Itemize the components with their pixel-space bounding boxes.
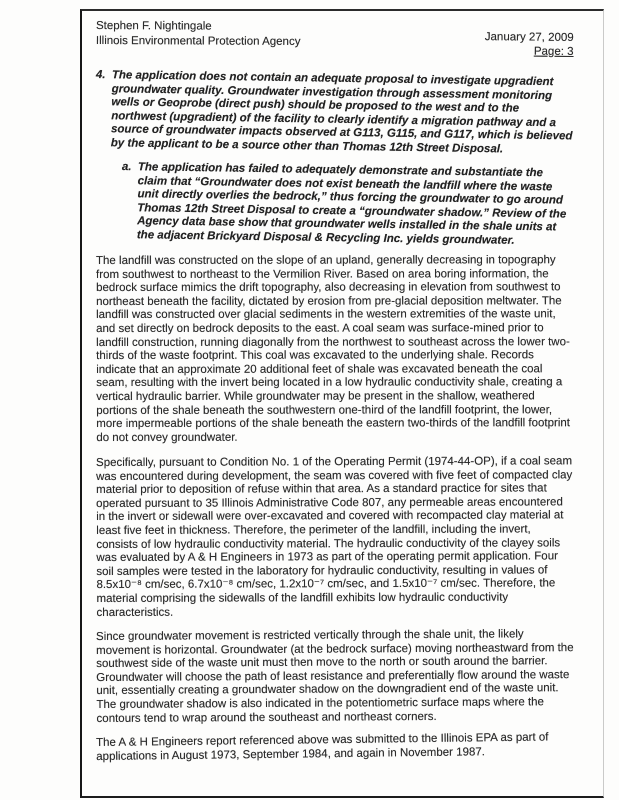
sub-item-a: [121, 161, 574, 249]
item-4-number: 4.: [95, 69, 106, 82]
agency-name: Illinois Environmental Protection Agency: [95, 34, 301, 48]
body-paragraph-3: Since groundwater movement is restricted vertically through the shale unit, the likely movement is horizontal. Groundwater (at the bedrock surface) moving northeastward from the southwest side of the waste unit must then move to the north or south around the barrier. Groundwater will choose the path of least resistance and preferentially flow around the waste unit, essentially creating a groundwater shadow on the downgradient end of the waste unit. The groundwater shadow is also indicated in the potentiometric surface maps where the contours tend to wrap around the southeast and northeast corners.: [96, 628, 574, 725]
header-left: [96, 20, 301, 50]
body-paragraph-1: The landfill was constructed on the slope of an upland, generally decreasing in topography from southwest to northeast to the Vermilion River. Based on area boring information, the bedrock surface mimics the drift topography, also decreasing in elevation from southwest to northeast beneath the facility, dictated by erosion from pre-glacial deposition meltwater. The landfill was constructed over glacial sediments in the western extremities of the waste unit, and set directly on bedrock deposits to the east. A coal seam was surface-mined prior to landfill construction, running diagonally from the northwest to southeast across the lower two-thirds of the waste footprint. This coal was excavated to the underlying shale. Records indicate that an approximate 20 additional feet of shale was excavated beneath the coal seam, resulting with the invert being located in a low hydraulic conductivity shale, creating a vertical hydraulic barrier. While groundwater may be present in the shallow, weathered portions of the shale beneath the southwestern one-third of the landfill footprint, the lower, more impermeable portions of the shale beneath the eastern two-thirds of the landfill footprint do not convey groundwater.: [96, 254, 570, 445]
body-paragraph-2: Specifically, pursuant to Condition No. 1 of the Operating Permit (1974-44-OP), if a coal seam was encountered during development, the seam was covered with five feet of compacted clay material prior to deposition of refuse within that area. As a standard practice for sites that operated pursuant to 35 Illinois Administrative Code 807, any permeable areas encountered in the invert or sidewall were over-excavated and covered with recompacted clay material at least five feet in thickness. Therefore, the perimeter of the landfill, including the invert, consists of low hydraulic conductivity material. The hydraulic conductivity of the clayey soils was evaluated by A & H Engineers in 1973 as part of the operating permit application. Four soil samples were tested in the laboratory for hydraulic conductivity, resulting in values of 8.5x10⁻⁸ cm/sec, 6.7x10⁻⁸ cm/sec, 1.2x10⁻⁷ cm/sec, and 1.5x10⁻⁷ cm/sec. Therefore, the material comprising the sidewalls of the landfill exhibits low hydraulic conductivity characteristics.: [96, 454, 573, 619]
letter-header: [96, 20, 574, 59]
letter-content: [96, 20, 574, 775]
sender-name: Stephen F. Nightingale: [95, 20, 212, 33]
numbered-item-4: [95, 69, 574, 158]
item-4-text: The application does not contain an adequate proposal to investigate upgradient groundwater quality. Groundwater investigation through assessment monitoring wells or Geoprobe (direct push) should be proposed to the west and to the northwest (upgradient) of the facility to clearly identify a migration pathway and a source of groundwater impacts observed at G113, G115, and G117, which is believed by the applicant to be a source other than Thomas 12th Street Disposal.: [110, 69, 573, 156]
letter-date: January 27, 2009: [484, 31, 574, 44]
sub-item-a-text: The application has failed to adequately demonstrate and substantiate the claim that “Groundwater does not exist beneath the landfill where the waste unit directly overlies the bedrock,” thus forcing the groundwater to go around Thomas 12th Street Disposal to create a “groundwater shadow.” Review of the Agency data base show that groundwater wells installed in the shale units at the adjacent Brickyard Disposal & Recycling Inc. yields groundwater.: [136, 160, 567, 247]
header-right: [485, 19, 574, 59]
body-paragraph-4: The A & H Engineers report referenced above was submitted to the Illinois EPA as part of applications in August 1973, September 1984, and again in November 1987.: [96, 731, 549, 763]
page-number: Page: 3: [533, 45, 574, 58]
sub-item-a-letter: a.: [121, 160, 132, 173]
